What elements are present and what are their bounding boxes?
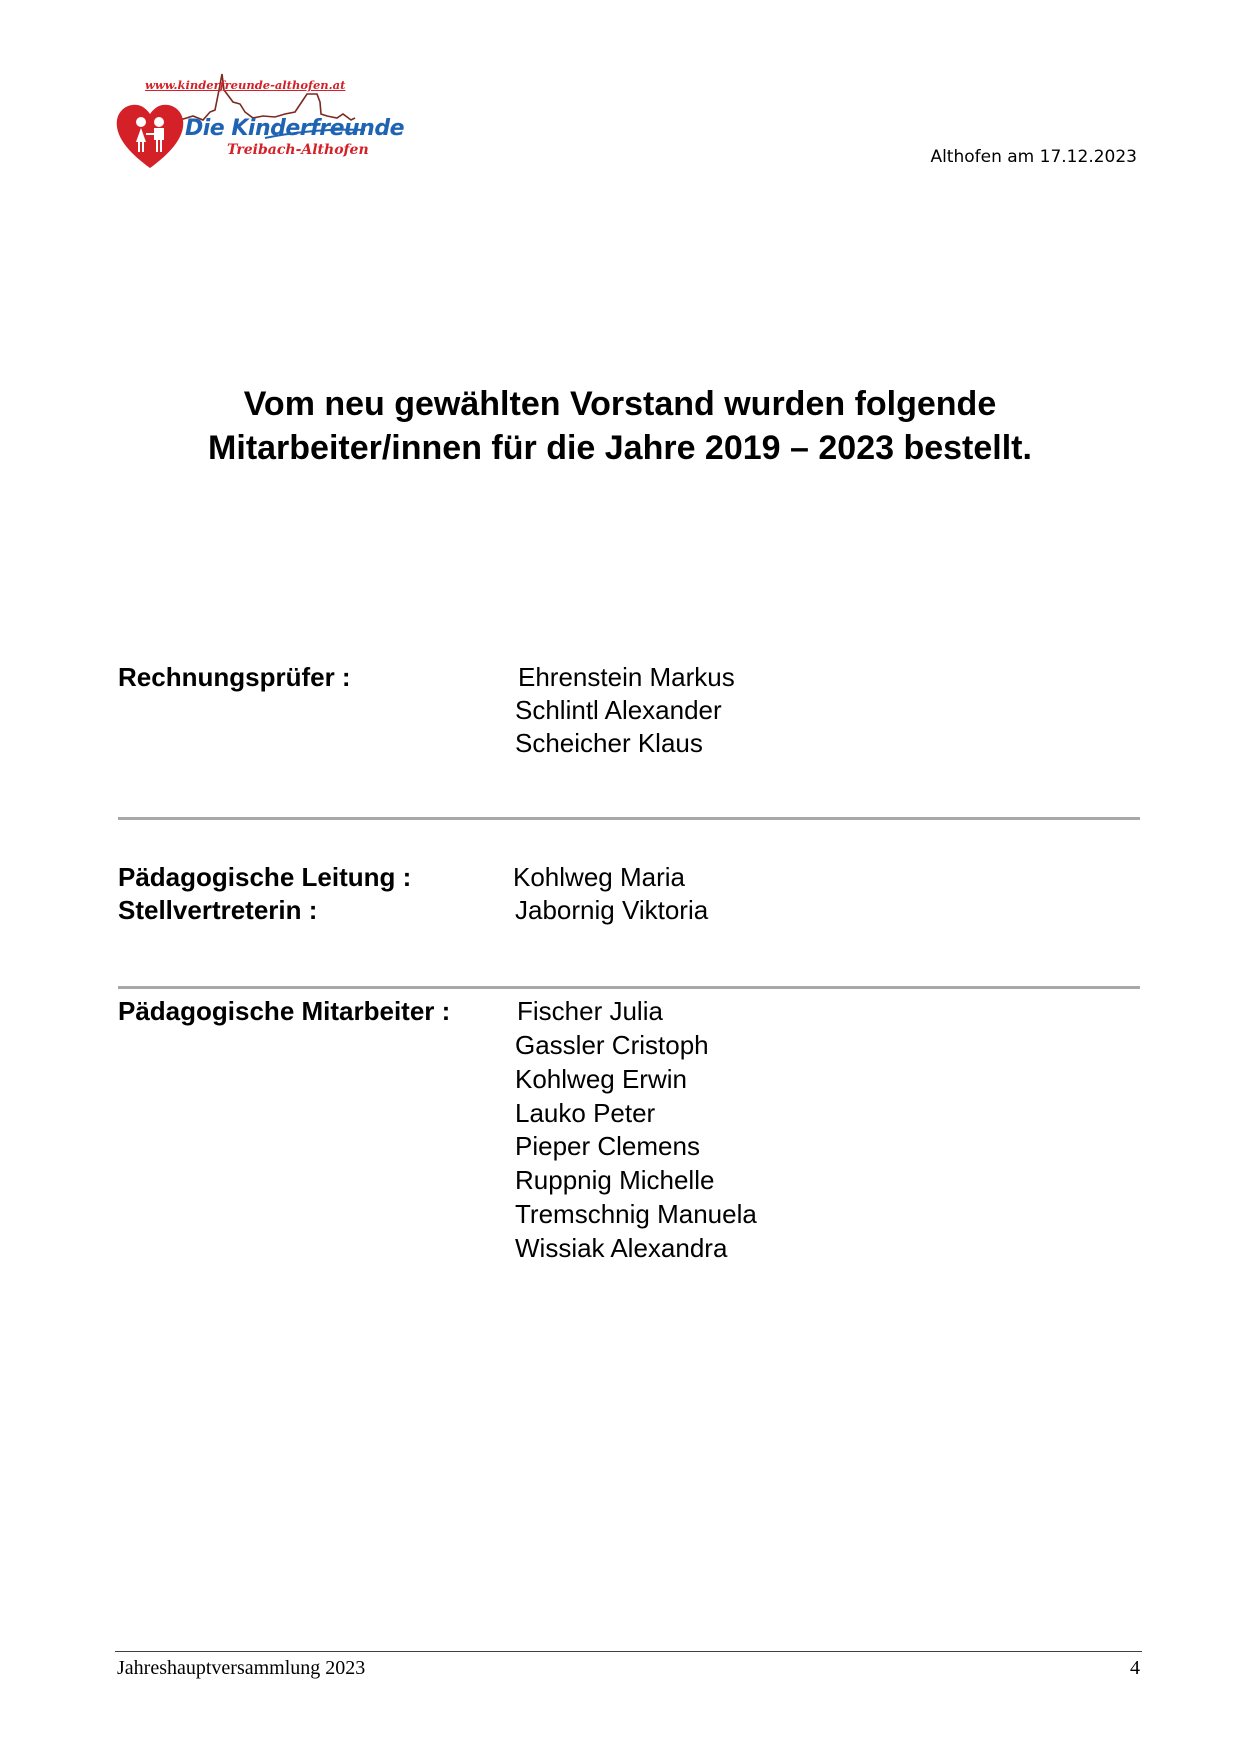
footer-title: Jahreshauptversammlung 2023 xyxy=(117,1657,366,1679)
document-date: Althofen am 17.12.2023 xyxy=(930,147,1137,167)
title-line-1: Vom neu gewählten Vorstand wurden folgende xyxy=(243,385,997,423)
page-title xyxy=(0,382,1240,470)
deputy-name: Jabornig Viktoria xyxy=(515,895,709,925)
staff-name: Ruppnig Michelle xyxy=(515,1165,715,1195)
deputy-label: Stellvertreterin : xyxy=(118,895,318,925)
staff-name: Fischer Julia xyxy=(517,996,663,1026)
section-divider xyxy=(118,817,1140,820)
staff-name: Gassler Cristoph xyxy=(515,1030,709,1060)
page-number: 4 xyxy=(1130,1657,1140,1679)
staff-name: Kohlweg Erwin xyxy=(515,1064,687,1094)
leadership-label: Pädagogische Leitung : xyxy=(118,862,412,892)
auditor-name: Scheicher Klaus xyxy=(515,728,703,758)
heart-icon xyxy=(117,105,183,168)
auditors-label: Rechnungsprüfer : xyxy=(118,662,351,692)
section-divider xyxy=(118,986,1140,989)
logo-subtitle: Treibach-Althofen xyxy=(227,142,369,158)
staff-name: Tremschnig Manuela xyxy=(515,1199,757,1229)
logo xyxy=(115,72,404,172)
logo-url: www.kinderfreunde-althofen.at xyxy=(145,78,346,92)
staff-name: Pieper Clemens xyxy=(515,1131,700,1161)
auditor-name: Schlintl Alexander xyxy=(515,695,722,725)
logo-name: Die Kinderfreunde xyxy=(185,116,404,141)
staff-name: Wissiak Alexandra xyxy=(515,1233,728,1263)
auditor-name: Ehrenstein Markus xyxy=(518,662,735,692)
staff-label: Pädagogische Mitarbeiter : xyxy=(118,996,451,1026)
staff-name: Lauko Peter xyxy=(515,1098,656,1128)
leadership-name: Kohlweg Maria xyxy=(513,862,685,892)
title-line-2: Mitarbeiter/innen für die Jahre 2019 – 2023 bestellt. xyxy=(208,429,1032,467)
footer-divider xyxy=(115,1651,1142,1652)
